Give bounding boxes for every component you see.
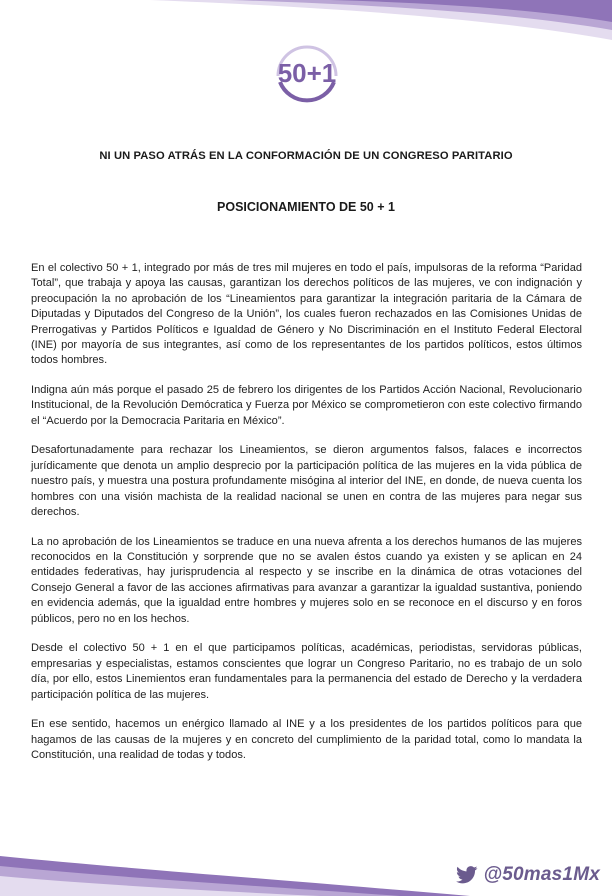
paragraph: Indigna aún más porque el pasado 25 de febrero los dirigentes de los Partidos Acción Nacional, Revolucionario Institucional, de la Revolución Demócratica y Fuerza por México se comprometieron con este colectivo firmando el “Acuerdo por la Democracia Paritaria en México”. [31, 384, 582, 427]
twitter-handle[interactable]: @50mas1Mx [483, 864, 600, 885]
document-body [31, 261, 582, 778]
paragraph: En ese sentido, hacemos un enérgico llamado al INE y a los presidentes de los partidos políticos para que hagamos de las causas de la mujeres y en concreto del cumplimiento de la paridad total, como lo mandata la Constitución, una realidad de todas y todos. [31, 718, 582, 761]
document-title: NI UN PASO ATRÁS EN LA CONFORMACIÓN DE UN CONGRESO PARITARIO [99, 150, 513, 162]
document-subtitle: POSICIONAMIENTO DE 50 + 1 [217, 200, 395, 214]
paragraph: Desde el colectivo 50 + 1 en el que participamos políticas, académicas, periodistas, servidoras públicas, empresarias y especialistas, estamos conscientes que lograr un Congreso Paritario, no es trabajo de un solo día, por ello, estos Linemientos eran fundamentales para la permanencia del estado de Derecho y la verdadera participación política de las mujeres. [31, 642, 582, 701]
twitter-handle-block[interactable] [456, 864, 600, 886]
logo-50-mas-1 [268, 36, 346, 106]
paragraph: En el colectivo 50 + 1, integrado por más de tres mil mujeres en todo el país, impulsoras de la reforma “Paridad Total”, que trabaja y apoya las causas, garantizan los derechos políticos de las mujeres, ve con indignación y preocupación la no aprobación de los “Lineamientos para garantizar la integración paritaria de la Cámara de Diputadas y Diputados del Congreso de la Unión”, los cuales fueron rechazados en las Comisiones Unidas de Prerrogativas y Partidos Políticos e Igualdad de Género y No Discriminación en el Instituto Federal Electoral (INE) por mayoría de sus integrantes, así como de los representantes de los partidos políticos, estos últimos todos hombres. [31, 262, 582, 367]
paragraph: Desafortunadamente para rechazar los Lineamientos, se dieron argumentos falsos, falaces e incorrectos jurídicamente que denota un amplio desprecio por la participación política de las mujeres en la vida pública de nuestro país, y muestra una postura profundamente misógina al interior del INE, en donde, de nueva cuenta los hombres con una visión machista de la realidad nacional se unen en contra de las mujeres para negar sus derechos. [31, 444, 582, 519]
paragraph: La no aprobación de los Lineamientos se traduce en una nueva afrenta a los derechos humanos de las mujeres reconocidos en la Constitución y sorprende que no se avalen éstos cuando ya existen y se aplican en 24 entidades federativas, hay jurisprudencia al respecto y se inscribe en la dinámica de otras votaciones del Consejo General a favor de las acciones afirmativas para avanzar a garantizar la igualdad sustantiva, poniendo en evidencia además, que la igualdad entre hombres y mujeres solo en se reconoce en el discurso y en foros públicos, pero no en los hechos. [31, 535, 582, 625]
twitter-bird-icon [456, 866, 478, 884]
logo-text: 50+1 [277, 58, 337, 88]
